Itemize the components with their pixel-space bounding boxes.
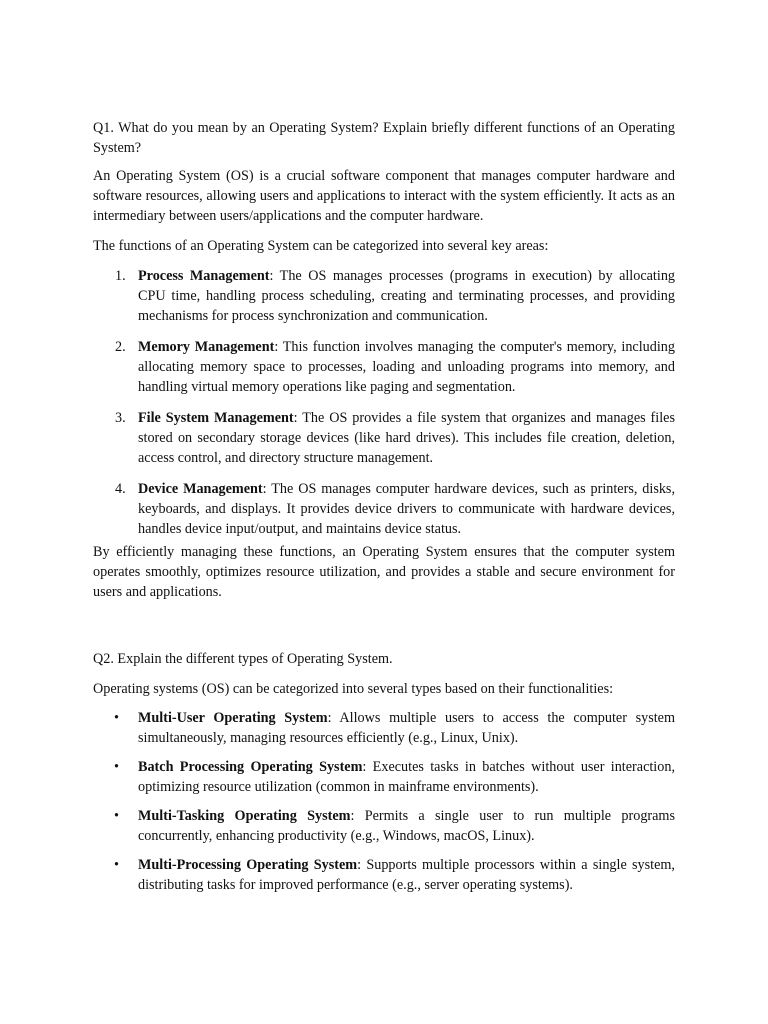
list-number: 3.	[115, 410, 126, 426]
function-term: Device Management	[138, 481, 263, 497]
document-page	[93, 118, 675, 904]
list-item	[93, 479, 675, 539]
type-description: : Permits a single user to run multiple programs concurrently, enhancing productivity (e.g., Windows, macOS, Linux).	[138, 808, 675, 844]
function-description: : The OS manages computer hardware devices, such as printers, disks, keyboards, and displays. It provides device drivers to communicate with hardware devices, handles device input/output, and maintains device status.	[138, 481, 676, 537]
q1-functions-intro: The functions of an Operating System can be categorized into several key areas:	[93, 238, 549, 254]
list-item	[93, 806, 675, 846]
list-item	[93, 708, 675, 748]
list-item	[93, 408, 675, 468]
function-description: : The OS provides a file system that organizes and manages files stored on secondary storage devices (like hard drives). This includes file creation, deletion, access control, and directory structure management.	[138, 410, 675, 466]
type-description: : Allows multiple users to access the computer system simultaneously, managing resources efficiently (e.g., Linux, Unix).	[138, 710, 675, 746]
type-term: Multi-Processing Operating System	[138, 857, 358, 873]
bullet-icon: •	[114, 759, 119, 775]
bullet-icon: •	[114, 710, 119, 726]
type-term: Multi-User Operating System	[138, 710, 328, 726]
list-number: 4.	[115, 481, 126, 497]
list-number: 1.	[115, 268, 126, 284]
q2-intro-paragraph: Operating systems (OS) can be categorized into several types based on their functionalities:	[93, 681, 614, 697]
bullet-icon: •	[114, 808, 119, 824]
bullet-icon: •	[114, 857, 119, 873]
q1-functions-list	[93, 266, 675, 539]
function-description: : The OS manages processes (programs in execution) by allocating CPU time, handling process scheduling, creating and terminating processes, and providing mechanisms for process synchronization and communication.	[138, 268, 676, 324]
type-term: Batch Processing Operating System	[138, 759, 363, 775]
list-item	[93, 855, 675, 895]
list-item	[93, 266, 675, 326]
q1-title: Q1. What do you mean by an Operating System? Explain briefly different functions of an Operating System?	[93, 120, 675, 156]
function-term: File System Management	[138, 410, 294, 426]
q2-title: Q2. Explain the different types of Operating System.	[93, 651, 393, 667]
list-item	[93, 757, 675, 797]
q2-types-list	[93, 708, 675, 895]
function-term: Process Management	[138, 268, 270, 284]
type-term: Multi-Tasking Operating System	[138, 808, 351, 824]
q1-intro-paragraph: An Operating System (OS) is a crucial software component that manages computer hardware and software resources, allowing users and applications to interact with the system efficiently. It acts as an intermediary between users/applications and the computer hardware.	[93, 168, 675, 224]
type-description: : Supports multiple processors within a single system, distributing tasks for improved performance (e.g., server operating systems).	[138, 857, 675, 893]
function-description: : This function involves managing the computer's memory, including allocating memory space to processes, loading and unloading programs into memory, and handling virtual memory operations like paging and segmentation.	[138, 339, 675, 395]
q1-conclusion-paragraph: By efficiently managing these functions, an Operating System ensures that the computer system operates smoothly, optimizes resource utilization, and provides a stable and secure environment for users and applications.	[93, 544, 675, 600]
section-spacer	[93, 612, 675, 649]
function-term: Memory Management	[138, 339, 275, 355]
list-number: 2.	[115, 339, 126, 355]
type-description: : Executes tasks in batches without user interaction, optimizing resource utilization (common in mainframe environments).	[138, 759, 675, 795]
list-item	[93, 337, 675, 397]
